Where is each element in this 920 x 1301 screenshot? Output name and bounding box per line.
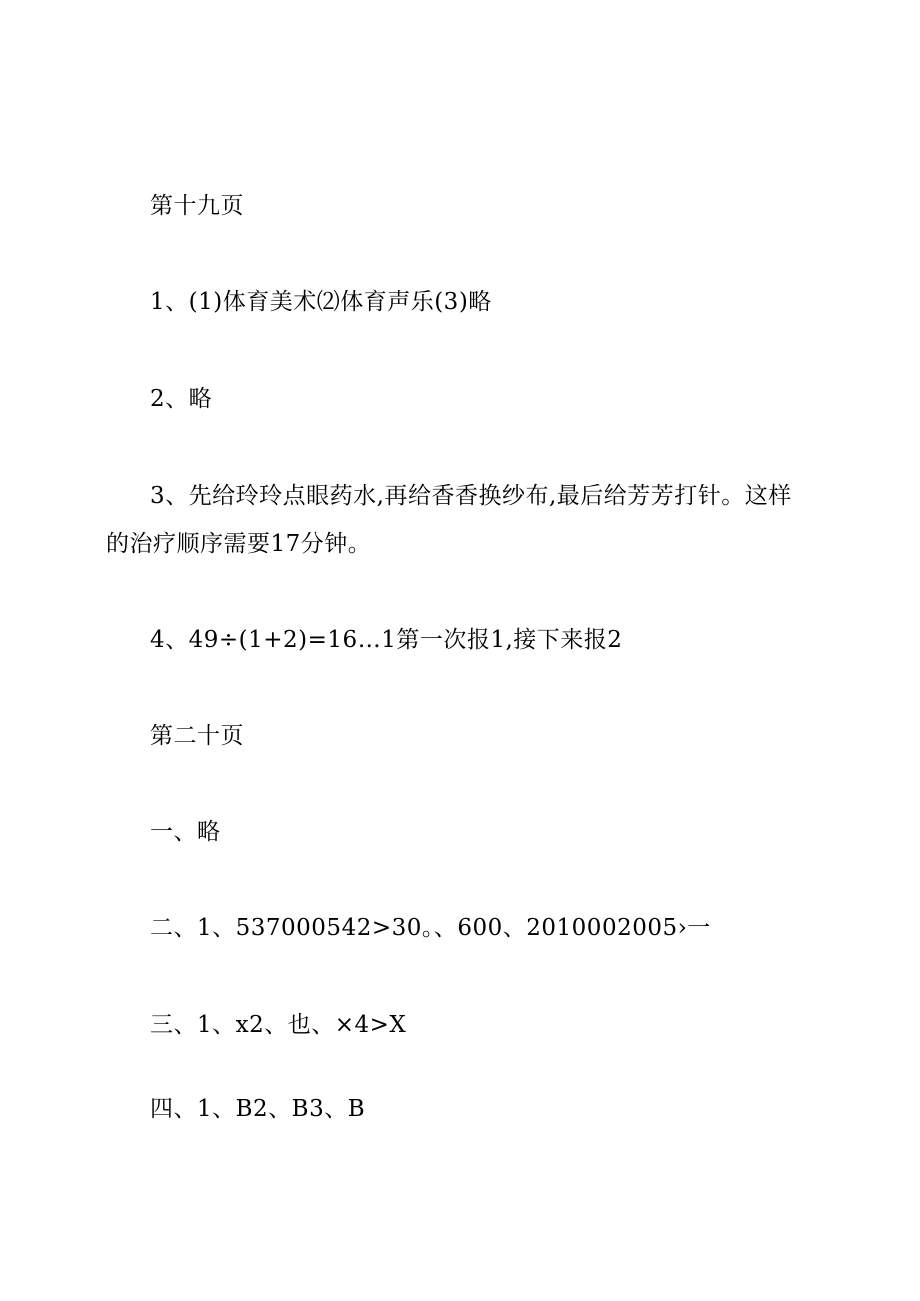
- heading-page-20: 第二十页: [150, 723, 244, 749]
- answer-line-4: 4、49÷(1+2)=16…1第一次报1,接下来报2: [150, 627, 623, 653]
- section-four: 四、1、B2、B3、B: [150, 1096, 366, 1122]
- section-one: 一、略: [150, 819, 221, 845]
- answer-line-1: 1、(1)体育美术⑵体育声乐(3)略: [150, 289, 492, 315]
- heading-page-19: 第十九页: [150, 193, 244, 219]
- section-two: 二、1、537000542>30。、600、2010002005›一: [150, 915, 711, 941]
- answer-line-3: 3、先给玲玲点眼药水,再给香香换纱布,最后给芳芳打针。这样: [150, 483, 792, 509]
- section-three: 三、1、x2、也、×4>X: [150, 1012, 407, 1038]
- answer-line-3-continued: 的治疗顺序需要17分钟。: [106, 531, 372, 557]
- answer-line-2: 2、略: [150, 386, 213, 412]
